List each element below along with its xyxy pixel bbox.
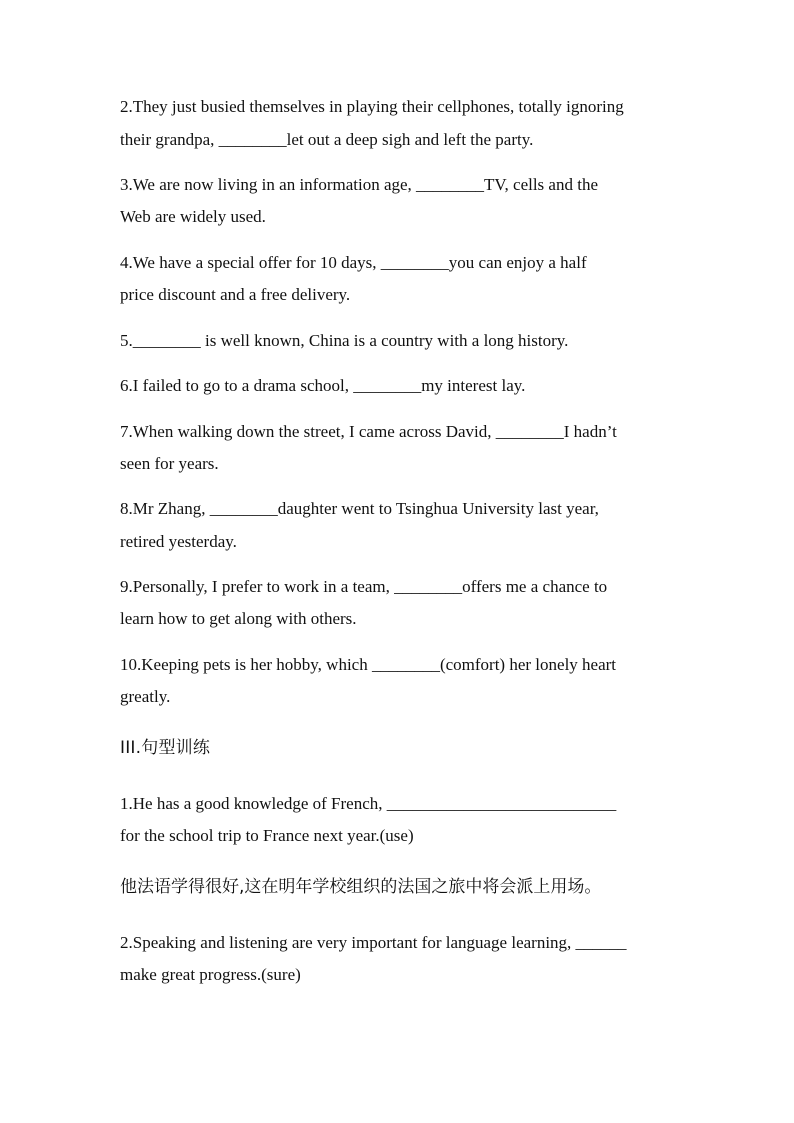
q2-line2: their grandpa, ________let out a deep sigh and left the party. xyxy=(120,130,534,149)
s1-line1: 1.He has a good knowledge of French, ___________________________ xyxy=(120,794,617,813)
q8-line2: retired yesterday. xyxy=(120,532,237,551)
q4-line1: 4.We have a special offer for 10 days, ________you can enjoy a half xyxy=(120,253,587,272)
q5-line: 5.________ is well known, China is a country with a long history. xyxy=(120,331,569,350)
q7-line1: 7.When walking down the street, I came across David, ________I hadn’t xyxy=(120,422,617,441)
q3-line1: 3.We are now living in an information age, ________TV, cells and the xyxy=(120,175,598,194)
q8-line1: 8.Mr Zhang, ________daughter went to Tsinghua University last year, xyxy=(120,499,599,518)
q3-line2: Web are widely used. xyxy=(120,207,266,226)
q10-line1: 10.Keeping pets is her hobby, which ________(comfort) her lonely heart xyxy=(120,655,617,674)
q2-line1: 2.They just busied themselves in playing their cellphones, totally ignoring xyxy=(120,97,624,116)
q10-line2: greatly. xyxy=(120,687,171,706)
q7-line2: seen for years. xyxy=(120,454,219,473)
q9-line1: 9.Personally, I prefer to work in a team, ________offers me a chance to xyxy=(120,577,608,596)
q4-line2: price discount and a free delivery. xyxy=(120,285,351,304)
section-heading: III.句型训练 xyxy=(120,738,211,758)
s1-chinese-prompt: 他法语学得很好,这在明年学校组织的法国之旅中将会派上用场。 xyxy=(120,877,602,897)
s2-line2: make great progress.(sure) xyxy=(120,965,301,984)
s2-line1: 2.Speaking and listening are very important for language learning, ______ xyxy=(120,933,627,952)
q9-line2: learn how to get along with others. xyxy=(120,609,357,628)
q6-line: 6.I failed to go to a drama school, ________my interest lay. xyxy=(120,376,526,395)
s1-line2: for the school trip to France next year.(use) xyxy=(120,826,414,845)
